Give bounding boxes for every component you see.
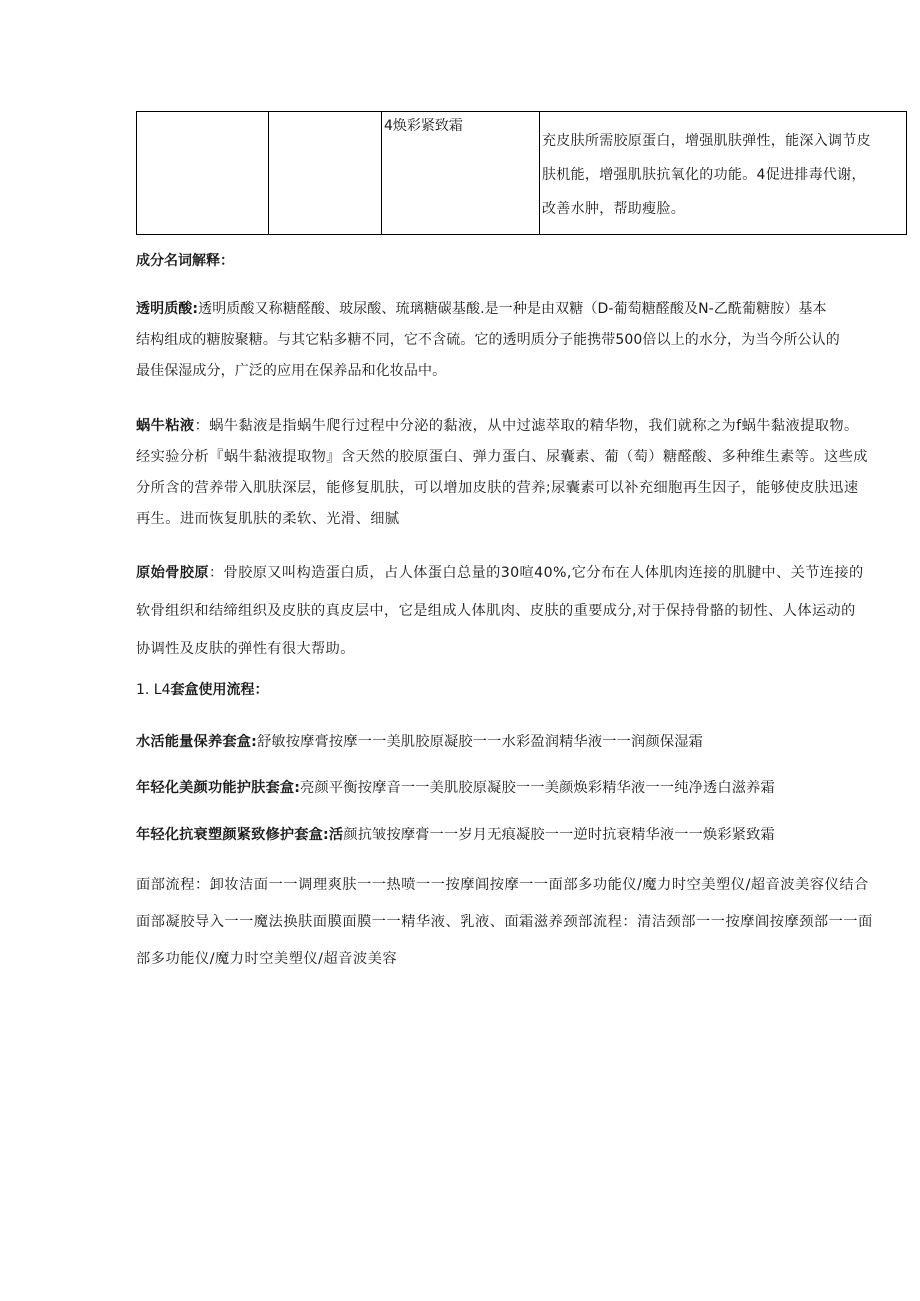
set1-line bbox=[136, 732, 916, 752]
description-line: 改善水肿，帮助瘦脸。 bbox=[542, 201, 685, 217]
paragraph-line: 分所含的营养带入肌肤深层，能修复肌肤，可以增加皮肤的营养;尿囊素可以补充细胞再生因子，能够使皮肤迅速 bbox=[136, 480, 859, 496]
snail-paragraph bbox=[136, 411, 908, 535]
set1-title: 水活能量保养套盒: bbox=[136, 734, 257, 750]
paragraph-line bbox=[136, 554, 908, 592]
paragraph-text: ：骨胶原又叫构造蛋白质，占人体蛋白总量的30喧40%,它分布在人体肌肉连接的肌腱中、关节连接的 bbox=[208, 565, 864, 581]
table-cell-description bbox=[540, 112, 907, 235]
set2-line bbox=[136, 778, 916, 798]
paragraph-line: 最佳保湿成分，广泛的应用在保养品和化妆品中。 bbox=[136, 363, 447, 379]
paragraph-line: 部多功能仪/魔力时空美塑仪/超音波美容 bbox=[136, 951, 398, 967]
glossary-heading: 成分名词解释： bbox=[136, 253, 234, 269]
hyaluronic-paragraph bbox=[136, 294, 908, 387]
description-line: 肤机能，增强肌肤抗氧化的功能。4促进排毒代谢， bbox=[542, 167, 866, 183]
process-heading-number: 1. L4 bbox=[136, 682, 171, 698]
paragraph-line: 协调性及皮肤的弹性有很大帮助。 bbox=[136, 641, 355, 657]
product-table bbox=[136, 111, 907, 235]
process-heading-text: 套盒使用流程： bbox=[170, 682, 269, 698]
collagen-paragraph bbox=[136, 554, 908, 668]
set3-steps: 颜抗皱按摩膏一一岁月无痕凝胶一一逆时抗衰精华液一一焕彩紧致霜 bbox=[343, 827, 775, 843]
set3-title-tail: 活 bbox=[328, 827, 344, 843]
process-heading bbox=[136, 680, 269, 700]
paragraph-line: 面部凝胶导入一一魔法换肤面膜面膜一一精华液、乳液、面霜滋养颈部流程：清洁颈部一一按摩阊按摩颈部一一面 bbox=[136, 914, 873, 930]
table-cell-product: 4焕彩紧致霜 bbox=[382, 112, 540, 235]
paragraph-line: 结构组成的糖胺聚糖。与其它粘多糖不同，它不含硫。它的透明质分子能携带500倍以上的水分，为当今所公认的 bbox=[136, 332, 840, 348]
set3-line bbox=[136, 825, 916, 845]
paragraph-text: ：蜗牛黏液是指蜗牛爬行过程中分泌的黏液，从中过滤萃取的精华物，我们就称之为f蜗牛黏液提取物。 bbox=[194, 418, 859, 434]
paragraph-line: 软骨组织和结缔组织及皮肤的真皮层中，它是组成人体肌肉、皮肤的重要成分,对于保持骨骼的韧性、人体运动的 bbox=[136, 603, 856, 619]
set3-title: 年轻化抗衰塑颜紧致修护套盒: bbox=[136, 827, 329, 843]
table-cell-empty-1 bbox=[137, 112, 269, 235]
term-collagen: 原始骨胶原 bbox=[136, 565, 209, 581]
set2-title: 年轻化美颜功能护肤套盒: bbox=[136, 780, 301, 796]
set2-steps: 亮颜平衡按摩音一一美肌胶原凝胶一一美颜焕彩精华液一一纯净透白滋养霜 bbox=[300, 780, 775, 796]
paragraph-line: 再生。进而恢复肌肤的柔软、光滑、细腻 bbox=[136, 511, 400, 527]
table-row bbox=[137, 112, 907, 235]
paragraph-line bbox=[136, 294, 908, 325]
term-hyaluronic: 透明质酸: bbox=[136, 301, 199, 317]
paragraph-line: 面部流程：卸妆洁面一一调理爽肤一一热喷一一按摩阊按摩一一面部多功能仪/魔力时空美塑仪/超音波美容仪结合 bbox=[136, 877, 869, 893]
face-process-paragraph bbox=[136, 867, 908, 978]
term-snail: 蜗牛粘液 bbox=[136, 418, 195, 434]
set1-steps: 舒敏按摩膏按摩一一美肌胶原凝胶一一水彩盈润精华液一一润颜保湿霜 bbox=[256, 734, 703, 750]
paragraph-text: 透明质酸又称糖醛酸、玻尿酸、琉璃糖碳基酸.是一种是由双糖（D-葡萄糖醛酸及N-乙酰葡糖胺）基本 bbox=[198, 301, 827, 317]
paragraph-line bbox=[136, 411, 908, 442]
paragraph-line: 经实验分析『蜗牛黏液提取物』含天然的胶原蛋白、弹力蛋白、尿囊素、葡（萄）糖醛酸、多种维生素等。这些成 bbox=[136, 449, 868, 465]
description-line: 充皮肤所需胶原蛋白，增强肌肤弹性，能深入调节皮 bbox=[542, 133, 871, 149]
table-cell-empty-2 bbox=[269, 112, 382, 235]
